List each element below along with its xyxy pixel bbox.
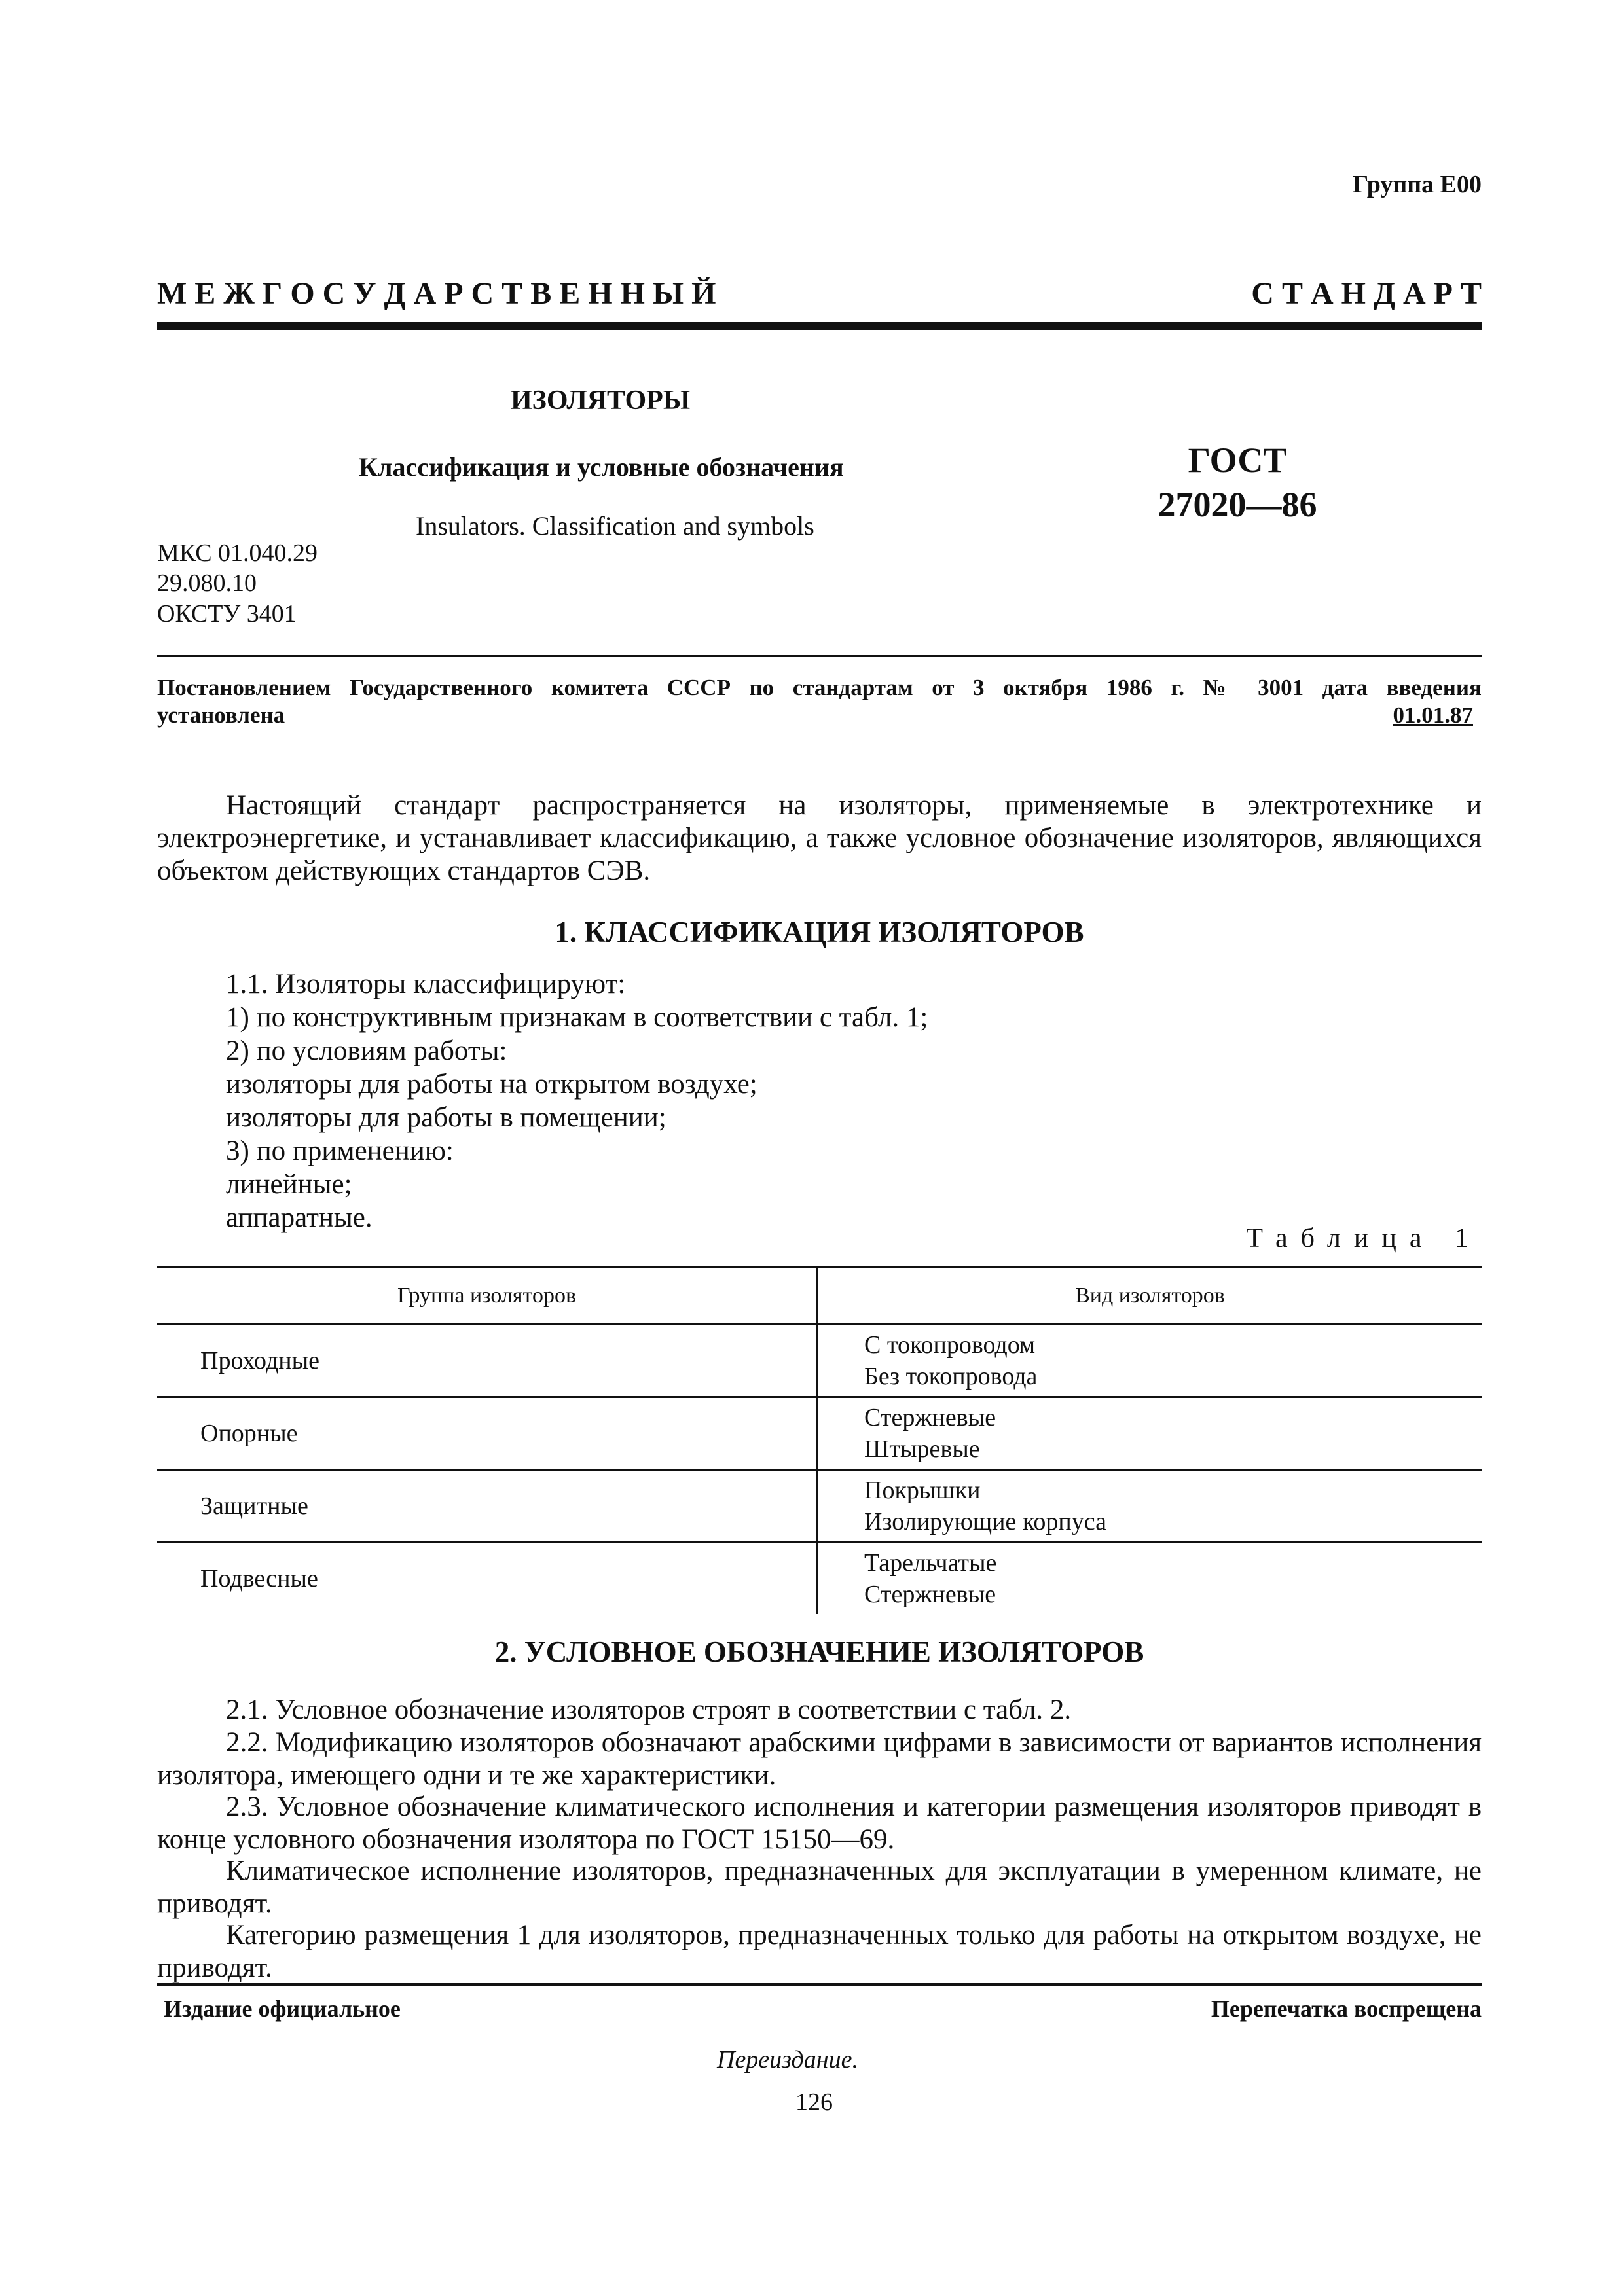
header-rule (157, 322, 1482, 330)
intro-paragraph: Настоящий стандарт распространяется на изоляторы, применяемые в электротехнике и электроэнергетике, и устанавливает классификацию, а также условное обозначение изоляторов, являющихся объектом действующих стандартов СЭВ. (157, 790, 1482, 886)
table-row (157, 1470, 1482, 1543)
table-row (157, 1325, 1482, 1397)
paragraph-category: Категорию размещения 1 для изоляторов, предназначенных только для работы на открытом воздухе, не приводят. (157, 1920, 1482, 1983)
table-row (157, 1397, 1482, 1470)
kind-item: Покрышки (864, 1477, 981, 1504)
doc-title: ИЗОЛЯТОРЫ (511, 386, 691, 416)
group-cell: Проходные (157, 1325, 818, 1397)
paragraph-2-2: 2.2. Модификацию изоляторов обозначают арабскими цифрами в зависимости от вариантов исполнения изолятора, имеющего одни и те же характеристики. (157, 1727, 1482, 1791)
list-item: изоляторы для работы на открытом воздухе; (226, 1069, 757, 1100)
gost-label: ГОСТ (1188, 440, 1287, 480)
kind-item: Тарельчатые (864, 1549, 997, 1577)
gost-code (1123, 439, 1352, 527)
kind-cell (818, 1397, 1482, 1470)
paragraph-climate: Климатическое исполнение изоляторов, предназначенных для эксплуатации в умеренном климате, не приводят. (157, 1856, 1482, 1919)
kind-item: Штыревые (864, 1435, 980, 1463)
gost-number: 27020—86 (1158, 484, 1317, 524)
list-item: 2) по условиям работы: (226, 1035, 507, 1066)
doc-title-english: Insulators. Classification and symbols (416, 511, 814, 541)
banner-word-interstate: М Е Ж Г О С У Д А Р С Т В Е Н Н Ы Й (157, 276, 716, 311)
decree-established: установлена (157, 702, 285, 728)
list-item: 3) по применению: (226, 1136, 454, 1166)
page-number: 126 (795, 2089, 833, 2116)
classification-codes (157, 538, 318, 629)
classification-list (226, 967, 928, 1234)
table-header-row (157, 1268, 1482, 1325)
code-mks: МКС 01.040.29 (157, 539, 318, 567)
reprint-notice: Перепечатка воспрещена (1211, 1996, 1482, 2022)
kind-item: С токопроводом (864, 1331, 1036, 1359)
banner-word-standard: С Т А Н Д А Р Т (1251, 276, 1482, 311)
group-cell: Подвесные (157, 1543, 818, 1615)
list-item: 1.1. Изоляторы классифицируют: (226, 969, 626, 999)
doc-subtitle: Классификация и условные обозначения (359, 452, 844, 482)
kind-item: Без токопровода (864, 1363, 1038, 1390)
kind-item: Изолирующие корпуса (864, 1508, 1106, 1535)
group-cell: Защитные (157, 1470, 818, 1543)
group-label: Группа Е00 (1352, 171, 1482, 198)
column-header-kind: Вид изоляторов (818, 1268, 1482, 1325)
section-2-heading: 2. УСЛОВНОЕ ОБОЗНАЧЕНИЕ ИЗОЛЯТОРОВ (494, 1636, 1144, 1668)
standard-banner (157, 278, 1482, 310)
paragraph-2-3: 2.3. Условное обозначение климатического исполнения и категории размещения изоляторов приводят в конце условного обозначения изолятора по ГОСТ 15150—69. (157, 1791, 1482, 1855)
paragraph-2-1: 2.1. Условное обозначение изоляторов строят в соответствии с табл. 2. (226, 1695, 1072, 1725)
edition-label: Издание официальное (164, 1996, 401, 2022)
table-1-caption: Таблица 1 (1246, 1223, 1482, 1253)
table-row (157, 1543, 1482, 1615)
section-1-heading: 1. КЛАССИФИКАЦИЯ ИЗОЛЯТОРОВ (555, 916, 1084, 948)
decree-text: Постановлением Государственного комитета СССР по стандартам от 3 октября 1986 г. № 3001 дата введения (157, 675, 1482, 700)
kind-cell (818, 1470, 1482, 1543)
kind-item: Стержневые (864, 1404, 996, 1431)
list-item: линейные; (226, 1169, 352, 1200)
column-header-group: Группа изоляторов (157, 1268, 818, 1325)
list-item: аппаратные. (226, 1202, 373, 1233)
reissue-note: Переиздание. (717, 2046, 858, 2073)
effective-date: 01.01.87 (1393, 702, 1473, 728)
decree-rule (157, 655, 1482, 657)
list-item: изоляторы для работы в помещении; (226, 1102, 666, 1133)
decree-line-2 (157, 702, 1473, 728)
kind-cell (818, 1543, 1482, 1615)
list-item: 1) по конструктивным признакам в соответствии с табл. 1; (226, 1002, 928, 1033)
group-cell: Опорные (157, 1397, 818, 1470)
code-mks-2: 29.080.10 (157, 569, 257, 598)
footer-rule (157, 1983, 1482, 1986)
kind-item: Стержневые (864, 1581, 996, 1608)
kind-cell (818, 1325, 1482, 1397)
code-okstu: ОКСТУ 3401 (157, 600, 297, 628)
table-1 (157, 1266, 1482, 1614)
